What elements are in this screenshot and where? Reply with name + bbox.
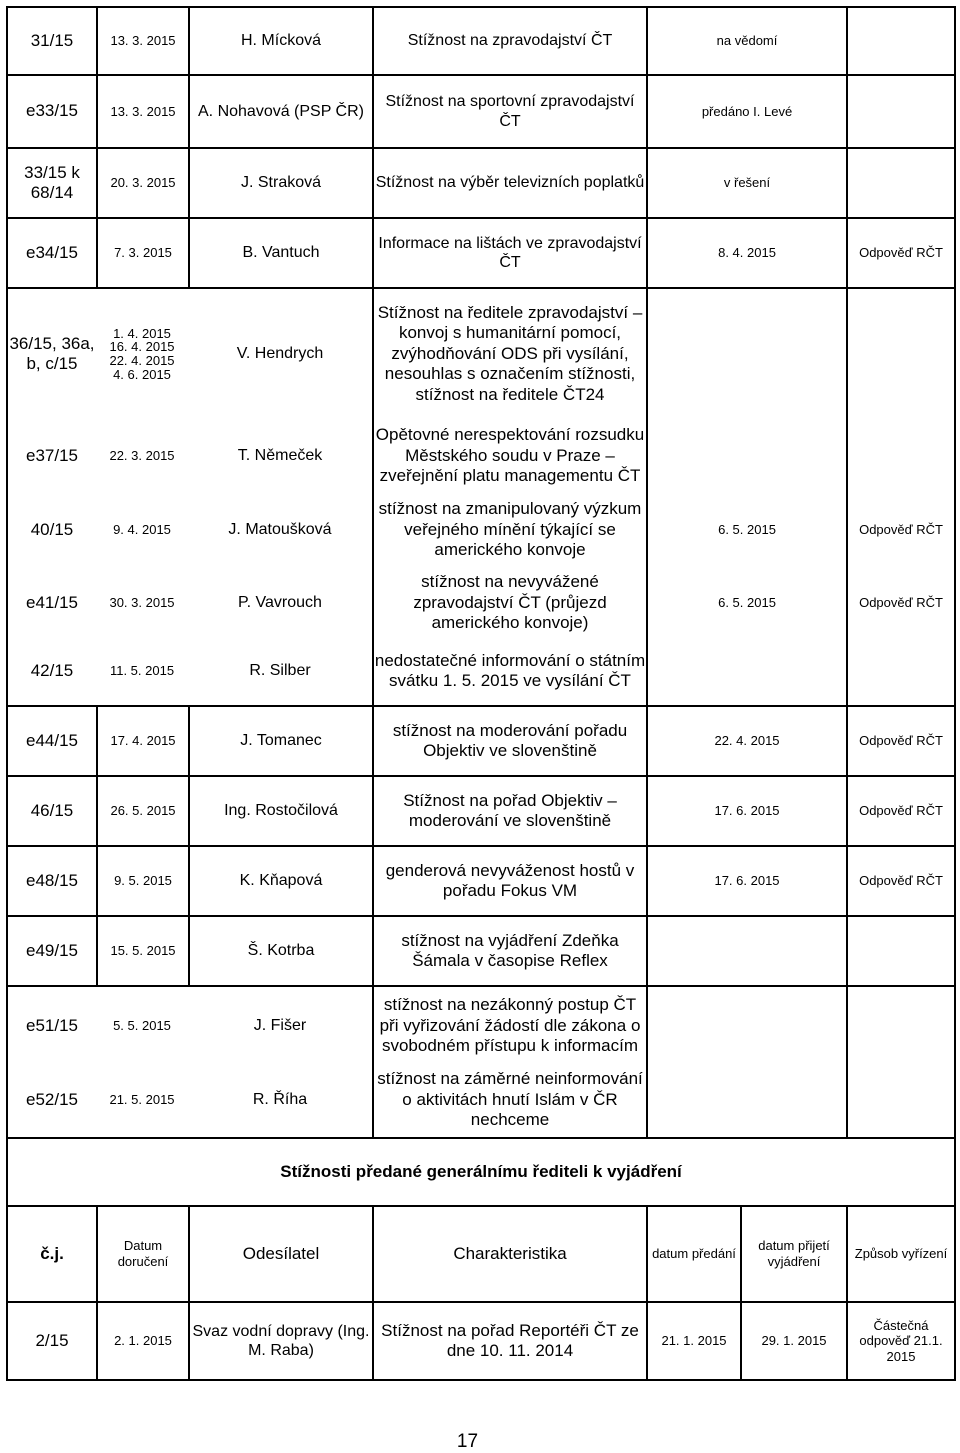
header-case-number: č.j. <box>7 1206 97 1302</box>
reply <box>847 148 955 218</box>
reply: Odpověď RČT <box>859 595 943 611</box>
description: stížnost na vyjádření Zdeňka Šámala v časopise Reflex <box>373 916 647 986</box>
sender: J. Matoušková <box>228 521 332 539</box>
received-date: 15. 5. 2015 <box>97 916 189 986</box>
handed-status: předáno I. Levé <box>647 75 847 148</box>
case-number: 33/15 k 68/14 <box>7 148 97 218</box>
case-number: e34/15 <box>7 218 97 288</box>
table-row <box>7 846 955 916</box>
case-number: e41/15 <box>26 592 78 612</box>
sender: B. Vantuch <box>189 218 373 288</box>
description: nedostatečné informování o státním svátku 1. 5. 2015 ve vysílání ČT <box>374 650 646 690</box>
sender: T. Němeček <box>237 447 323 465</box>
handed-date: 17. 6. 2015 <box>647 846 847 916</box>
table-row <box>7 916 955 986</box>
handed-status: v řešení <box>647 148 847 218</box>
header-handed-date: datum předání <box>647 1206 741 1302</box>
sender: R. Silber <box>249 662 311 680</box>
table-row <box>7 218 955 288</box>
handed-date: 22. 4. 2015 <box>647 706 847 776</box>
handed-date <box>647 986 847 1138</box>
sender: P. Vavrouch <box>238 594 322 612</box>
handed-date: 17. 6. 2015 <box>647 776 847 846</box>
case-number: e44/15 <box>7 706 97 776</box>
description: stížnost na záměrné neinformování o aktivitách hnutí Islám v ČR nechceme <box>377 1069 643 1130</box>
received-reply-date: 29. 1. 2015 <box>741 1302 847 1380</box>
resolution-method: Částečná odpověď 21.1. 2015 <box>847 1302 955 1380</box>
group-handed <box>647 288 847 706</box>
case-number: e52/15 <box>26 1089 78 1109</box>
received-date: 30. 3. 2015 <box>109 595 175 611</box>
sender: J. Tomanec <box>189 706 373 776</box>
header-received-reply: datum přijetí vyjádření <box>741 1206 847 1302</box>
received-date: 13. 3. 2015 <box>97 75 189 148</box>
reply <box>847 916 955 986</box>
header-sender: Odesílatel <box>189 1206 373 1302</box>
received-date: 22. 3. 2015 <box>109 448 175 464</box>
handed-status: na vědomí <box>647 7 847 75</box>
reply <box>847 7 955 75</box>
case-number: 42/15 <box>30 660 74 680</box>
received-date: 9. 5. 2015 <box>97 846 189 916</box>
received-date: 17. 4. 2015 <box>97 706 189 776</box>
received-date: 7. 3. 2015 <box>97 218 189 288</box>
description: Stížnost na sportovní zpravodajství ČT <box>373 75 647 148</box>
header-description: Charakteristika <box>373 1206 647 1302</box>
reply <box>847 75 955 148</box>
case-number: 31/15 <box>7 7 97 75</box>
complaints-table <box>6 6 956 1381</box>
reply: Odpověď RČT <box>859 522 943 538</box>
received-date: 5. 5. 2015 <box>113 1018 171 1034</box>
header-method: Způsob vyřízení <box>847 1206 955 1302</box>
received-date: 2. 1. 2015 <box>97 1302 189 1380</box>
sender: H. Mícková <box>189 7 373 75</box>
description: genderová nevyváženost hostů v pořadu Fokus VM <box>373 846 647 916</box>
case-number: e37/15 <box>26 445 78 465</box>
received-date: 20. 3. 2015 <box>97 148 189 218</box>
handed-date: 6. 5. 2015 <box>718 522 776 538</box>
case-number: e33/15 <box>7 75 97 148</box>
description: Stížnost na ředitele zpravodajství – konvoj s humanitární pomocí, zvýhodňování ODS při vysílání, nesouhlas s označením stížnosti, stížnost na ředitele ČT24 <box>377 303 643 404</box>
sender: J. Straková <box>189 148 373 218</box>
group-descriptions <box>373 288 647 706</box>
page-number: 17 <box>456 1431 479 1452</box>
header-row <box>7 1206 955 1302</box>
table-row <box>7 706 955 776</box>
sender: Š. Kotrba <box>189 916 373 986</box>
description: stížnost na nevyvážené zpravodajství ČT (průjezd amerického konvoje) <box>413 572 607 633</box>
group-left <box>7 288 373 706</box>
case-number: 36/15, 36a, b, c/15 <box>9 333 95 373</box>
description: Informace na lištách ve zpravodajství ČT <box>373 218 647 288</box>
received-date: 26. 5. 2015 <box>97 776 189 846</box>
section-row <box>7 1138 955 1206</box>
table-row <box>7 148 955 218</box>
description: Stížnost na pořad Objektiv – moderování ve slovenštině <box>373 776 647 846</box>
group-replies <box>847 288 955 706</box>
reply: Odpověď RČT <box>847 846 955 916</box>
received-date: 9. 4. 2015 <box>113 522 171 538</box>
description: Stížnost na výběr televizních poplatků <box>373 148 647 218</box>
case-number: e49/15 <box>7 916 97 986</box>
case-number: e51/15 <box>26 1015 78 1035</box>
sender: Ing. Rostočilová <box>189 776 373 846</box>
table-row <box>7 1302 955 1380</box>
description: stížnost na zmanipulovaný výzkum veřejného mínění týkající se amerického konvoje <box>378 499 642 560</box>
handed-date <box>647 916 847 986</box>
description: stížnost na nezákonný postup ČT při vyřizování žádostí dle zákona o svobodném přístupu k informacím <box>379 995 641 1056</box>
reply: Odpověď RČT <box>847 776 955 846</box>
sender: J. Fišer <box>253 1017 307 1035</box>
received-date: 13. 3. 2015 <box>97 7 189 75</box>
table-row <box>7 7 955 75</box>
handed-date: 21. 1. 2015 <box>647 1302 741 1380</box>
description: Stížnost na pořad Reportéři ČT ze dne 10. 11. 2014 <box>373 1302 647 1380</box>
handed-date: 8. 4. 2015 <box>647 218 847 288</box>
table-row-group <box>7 288 955 706</box>
sender: Svaz vodní dopravy (Ing. M. Raba) <box>189 1302 373 1380</box>
sender: R. Říha <box>252 1091 308 1109</box>
handed-date: 6. 5. 2015 <box>718 595 776 611</box>
group-descriptions <box>373 986 647 1138</box>
received-date: 11. 5. 2015 <box>109 663 175 679</box>
table-row-group <box>7 986 955 1138</box>
case-number: 46/15 <box>7 776 97 846</box>
case-number: 2/15 <box>7 1302 97 1380</box>
header-received-date: Datum doručení <box>97 1206 189 1302</box>
sender: V. Hendrych <box>236 345 324 363</box>
description: Stížnost na zpravodajství ČT <box>373 7 647 75</box>
table-row <box>7 776 955 846</box>
description: stížnost na moderování pořadu Objektiv ve slovenštině <box>373 706 647 776</box>
section-title: Stížnosti předané generálnímu řediteli k vyjádření <box>7 1138 955 1206</box>
table-row <box>7 75 955 148</box>
reply: Odpověď RČT <box>847 706 955 776</box>
reply <box>847 986 955 1138</box>
reply: Odpověď RČT <box>847 218 955 288</box>
sender: K. Kňapová <box>189 846 373 916</box>
received-dates: 1. 4. 2015 16. 4. 2015 22. 4. 2015 4. 6. 2015 <box>109 325 175 382</box>
case-number: e48/15 <box>7 846 97 916</box>
group-left <box>7 986 373 1138</box>
case-number: 40/15 <box>30 519 74 539</box>
sender: A. Nohavová (PSP ČR) <box>189 75 373 148</box>
received-date: 21. 5. 2015 <box>109 1092 175 1108</box>
description: Opětovné nerespektování rozsudku Městského soudu v Praze – zveřejnění platu managementu ČT <box>375 425 645 486</box>
